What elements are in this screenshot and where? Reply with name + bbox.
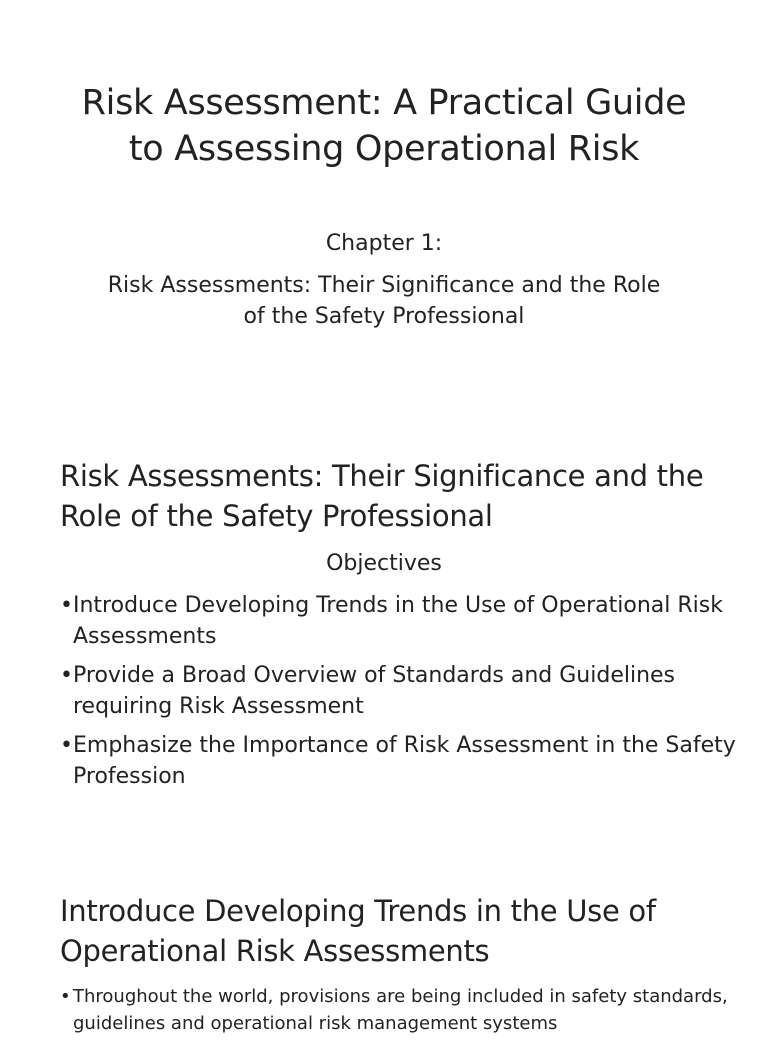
list-item-text: Provide a Broad Overview of Standards and Guidelines requiring Risk Assessment bbox=[73, 663, 676, 719]
trends-list bbox=[60, 983, 740, 1045]
bullet-icon: • bbox=[60, 733, 73, 758]
document-title: Risk Assessment: A Practical Guide to Assessing Operational Risk bbox=[81, 83, 687, 169]
list-item bbox=[60, 660, 740, 722]
bullet-icon: • bbox=[60, 986, 71, 1007]
slide-heading: Risk Assessments: Their Significance and the Role of the Safety Professional bbox=[60, 459, 704, 533]
list-item bbox=[60, 983, 740, 1037]
bullet-icon: • bbox=[60, 593, 73, 618]
list-item-text: Throughout the world, provisions are being included in safety standards, guidelines and operational risk management systems bbox=[73, 986, 728, 1034]
title-slide bbox=[0, 0, 768, 420]
list-item bbox=[60, 590, 740, 652]
list-item-text: Introduce Developing Trends in the Use of Operational Risk Assessments bbox=[73, 593, 723, 649]
bullet-icon: • bbox=[60, 663, 73, 688]
objectives-slide bbox=[0, 440, 768, 850]
objectives-label: Objectives bbox=[326, 551, 442, 576]
list-item bbox=[60, 730, 740, 792]
chapter-number: Chapter 1: bbox=[325, 231, 443, 256]
list-item-text: Emphasize the Importance of Risk Assessment in the Safety Profession bbox=[73, 733, 736, 789]
slide-heading: Introduce Developing Trends in the Use of Operational Risk Assessments bbox=[60, 894, 656, 968]
objectives-list bbox=[60, 590, 740, 800]
chapter-title: Risk Assessments: Their Significance and the Role of the Safety Professional bbox=[107, 273, 661, 329]
trends-slide bbox=[0, 875, 768, 1034]
